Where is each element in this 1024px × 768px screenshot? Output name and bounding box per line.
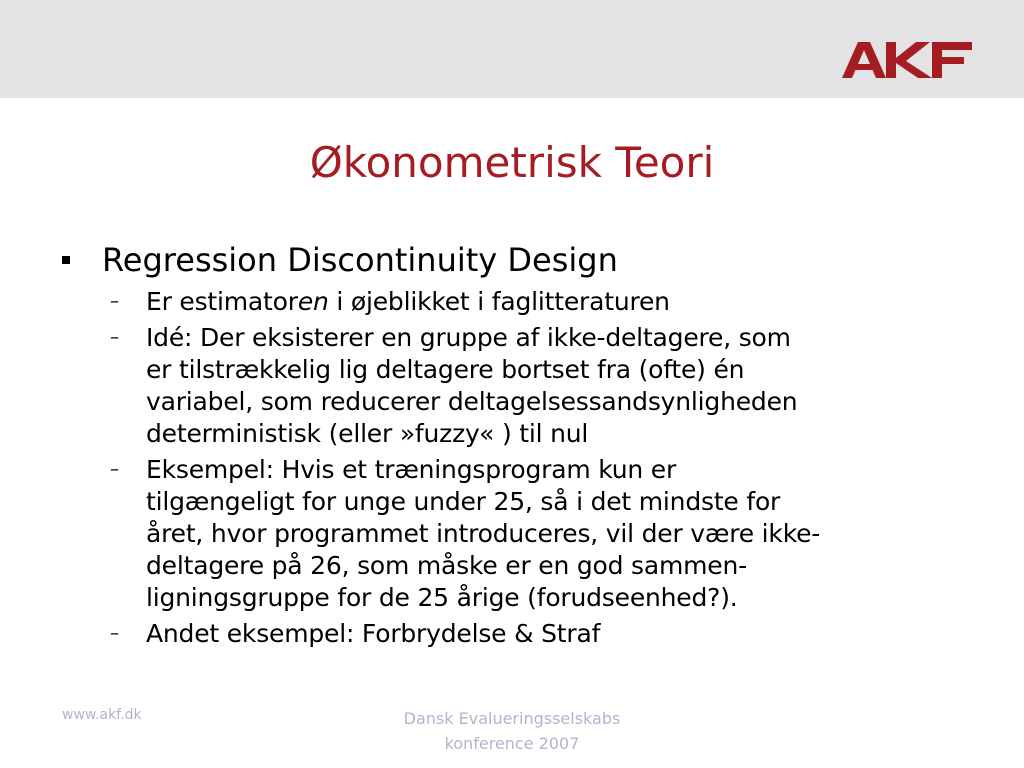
sub-item-line: Andet eksempel: Forbrydelse & Straf [146, 619, 601, 648]
sub-item-line: er tilstrækkelig lig deltagere bortset fra (ofte) én [146, 355, 745, 384]
sub-item-text-before: Er estimator [146, 287, 298, 316]
sub-item [62, 454, 982, 614]
slide-title: Økonometrisk Teori [309, 138, 715, 187]
dash-bullet-icon: – [110, 327, 119, 348]
sub-item-text-after: i øjeblikket i faglitteraturen [328, 287, 670, 316]
bullet-text: Regression Discontinuity Design [102, 241, 618, 279]
sub-item-line: året, hvor programmet introduceres, vil der være ikke- [146, 519, 821, 548]
sub-item [62, 322, 982, 450]
akf-logo [842, 42, 972, 78]
dash-bullet-icon: – [110, 459, 119, 480]
sub-item-line: deltagere på 26, som måske er en god sammen- [146, 551, 747, 580]
footer-conference [362, 706, 662, 756]
sub-item-line: tilgængeligt for unge under 25, så i det mindste for [146, 487, 781, 516]
slide-content [62, 240, 982, 654]
sub-item-line: Eksempel: Hvis et træningsprogram kun er [146, 455, 677, 484]
footer-url: www.akf.dk [62, 707, 142, 723]
footer-conference-line1: Dansk Evalueringsselskabs [403, 709, 621, 728]
sub-item-line: variabel, som reducerer deltagelsessandsynligheden [146, 387, 798, 416]
sub-item-line: deterministisk (eller »fuzzy« ) til nul [146, 419, 589, 448]
sub-item [62, 618, 982, 650]
square-bullet-icon [62, 256, 70, 264]
footer-conference-line2: konference 2007 [444, 734, 580, 753]
sub-item-line: Idé: Der eksisterer en gruppe af ikke-deltagere, som [146, 323, 791, 352]
sub-item-text-italic: en [297, 287, 329, 316]
sub-item [62, 286, 982, 318]
dash-bullet-icon: – [110, 291, 119, 312]
bullet-item [62, 240, 982, 280]
sub-item-line: ligningsgruppe for de 25 årige (forudseenhed?). [146, 583, 738, 612]
dash-bullet-icon: – [110, 623, 119, 644]
header-band [0, 0, 1024, 98]
